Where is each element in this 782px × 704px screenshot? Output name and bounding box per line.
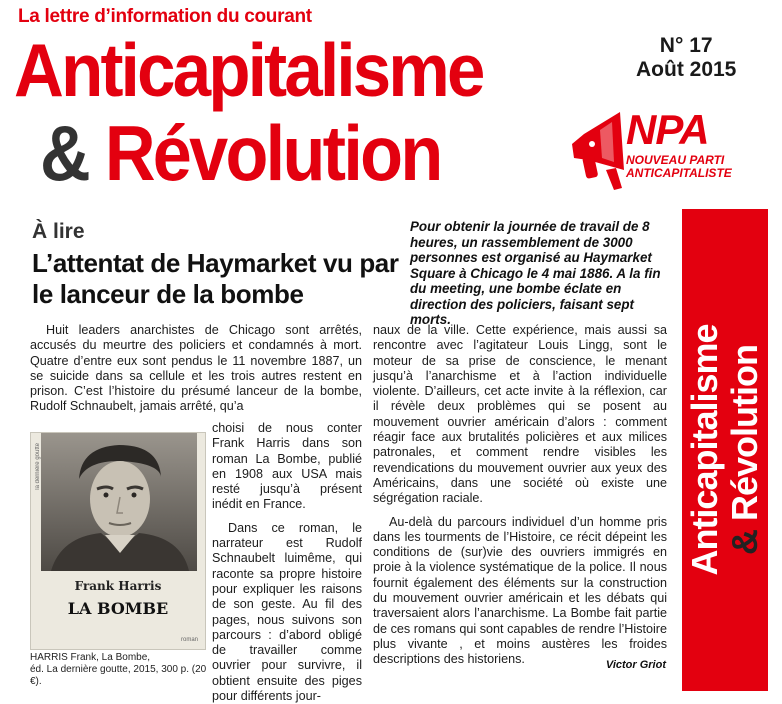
article-column-left-bottom (212, 421, 362, 704)
masthead-title-line2 (40, 110, 441, 196)
masthead-title-revolution: Révolution (104, 109, 441, 197)
side-banner-line2 (725, 324, 765, 575)
npa-subtitle (626, 154, 732, 180)
book-author: Frank Harris (74, 579, 162, 593)
side-banner-revolution: Révolution (724, 345, 765, 521)
issue-date: Août 2015 (636, 58, 737, 81)
side-banner-title (685, 324, 765, 575)
masthead-title-line1: Anticapitalisme (14, 28, 483, 112)
npa-subtitle-line2: ANTICAPITALISTE (626, 166, 732, 180)
issue-info (636, 34, 736, 82)
article-column-right (373, 323, 667, 668)
book-cover (30, 432, 206, 650)
npa-subtitle-line1: NOUVEAU PARTI (626, 153, 725, 167)
article-paragraph-continued: choisi de nous conter Frank Harris dans son roman La Bombe, publié en 1908 aux USA mais resté jusqu’à présent inédit en France. (212, 421, 362, 512)
side-banner-ampersand: & (724, 530, 765, 556)
issue-number: N° 17 (659, 34, 713, 57)
masthead-ampersand: & (40, 109, 89, 197)
book-caption-line1: HARRIS Frank, La Bombe, (30, 652, 151, 663)
book-caption (30, 652, 220, 688)
book-publisher-mark: la dernière goutte (35, 443, 41, 490)
article-standfirst: Pour obtenir la journée de travail de 8 heures, un rassemblement de 3000 personnes est organisé au Haymarket Square à Chicago le 4 mai 1886. A la fin du meeting, une bombe éclate en direction des policiers, faisant sept morts. (410, 219, 661, 327)
npa-acronym: NPA (626, 106, 709, 153)
side-banner-text (682, 209, 768, 691)
book-title: LA BOMBE (67, 599, 169, 618)
article-paragraph: Au-delà du parcours individuel d’un homme pris dans les tourments de l’Histoire, ce récit dépeint les conditions de (sur)vie des ouvriers immigrés en proie à la violence systématique de la police. Il nous fournit également des éléments sur la construction du mouvement ouvrier américain et les débats qui traversaient alors l’anarchisme. La Bombe fait partie de ces romans qui sont capables de rendre l’Histoire plus vivante , et moins austères les froides descriptions des historiens. (373, 514, 667, 667)
book-caption-line2: éd. La dernière goutte, 2015, 300 p. (20 €). (30, 664, 207, 687)
article-paragraph: Dans ce roman, le narrateur est Rudolf Schnaubelt luimême, qui raconte sa propre histoire pour expliquer les raisons de son geste. Au fil des pages, nous suivons son parcours : d’abord obligé de travailler comme ouvrier pour survivre, il obtient ensuite des piges pour différents jour- (212, 520, 362, 704)
article-paragraph: Huit leaders anarchistes de Chicago sont arrêtés, accusés du meurtre des policiers et condamnés à mort. Quatre d’entre eux sont pendus le 11 novembre 1887, un se suicide dans sa cellule et les trois autres restent en prison. C’est l’histoire du présumé lanceur de la bombe, Rudolf Schnaubelt, jamais arrêté, qu’a (30, 323, 362, 414)
side-banner-line1: Anticapitalisme (684, 324, 725, 576)
article-headline: L’attentat de Haymarket vu par le lanceur de la bombe (32, 248, 399, 309)
masthead-tagline: La lettre d’information du courant (18, 6, 312, 27)
article-byline: Victor Griot (605, 659, 666, 671)
book-cover-portrait (41, 433, 197, 571)
article-paragraph-continued: naux de la ville. Cette expérience, mais aussi sa rencontre avec l’agitateur Louis Lingg, sont le moteur de sa prise de conscience, le menant jusqu’à l’anarchisme et à l’action individuelle violente. D’ailleurs, cet acte invite à la réflexion, car il révèle deux problèmes qui se posent au mouvement ouvrier américain d’alors : comment réagir face aux brutalités policières et aux milices patronales, et comment rendre visibles les revendications du mouvement ouvrier aux yeux des Américains, dans une société où existe une ségrégation raciale. (373, 323, 667, 506)
article-kicker: À lire (32, 220, 85, 243)
book-collection: roman (181, 637, 199, 643)
article-column-left-top (30, 323, 362, 415)
